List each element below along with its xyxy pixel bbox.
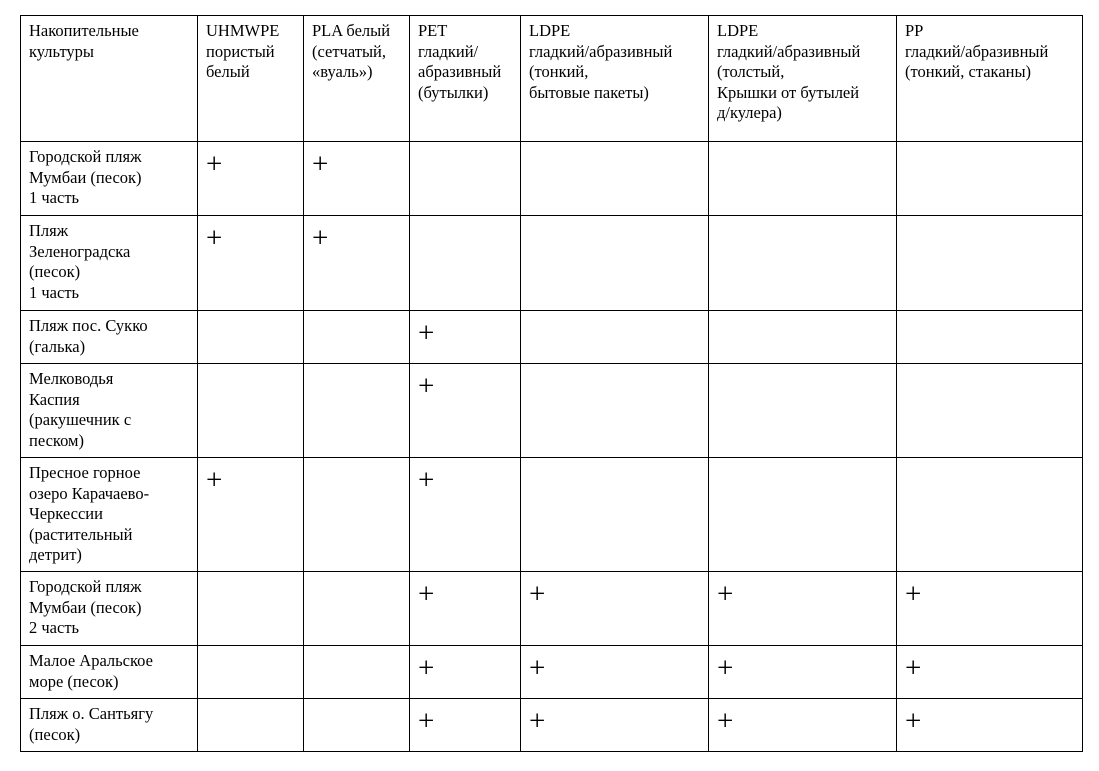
table-row: [21, 699, 1083, 752]
mark-cell: +: [410, 572, 521, 646]
enrichment-cultures-table: [20, 15, 1083, 752]
mark-cell: [198, 572, 304, 646]
mark-cell: [709, 311, 897, 364]
mark-cell: [521, 216, 709, 311]
header-cell-ldpe-thick: LDPE гладкий/абразивный (толстый, Крышки от бутылей д/кулера): [709, 16, 897, 142]
mark-cell: +: [198, 216, 304, 311]
header-cell-pp: PP гладкий/абразивный (тонкий, стаканы): [897, 16, 1083, 142]
mark-cell: [304, 646, 410, 699]
mark-cell: [521, 142, 709, 216]
mark-cell: +: [897, 646, 1083, 699]
mark-cell: +: [410, 364, 521, 458]
row-label: Малое Аральское море (песок): [21, 646, 198, 699]
mark-cell: [304, 364, 410, 458]
mark-cell: [410, 142, 521, 216]
mark-cell: [304, 458, 410, 572]
mark-cell: [897, 216, 1083, 311]
row-label: Мелководья Каспия (ракушечник с песком): [21, 364, 198, 458]
mark-cell: +: [198, 458, 304, 572]
mark-cell: +: [521, 572, 709, 646]
mark-cell: +: [410, 458, 521, 572]
header-cell-pla: PLA белый (сетчатый, «вуаль»): [304, 16, 410, 142]
table-row: [21, 458, 1083, 572]
row-label: Пляж пос. Сукко (галька): [21, 311, 198, 364]
mark-cell: +: [521, 699, 709, 752]
row-label: Пляж Зеленоградска (песок) 1 часть: [21, 216, 198, 311]
header-cell-uhmwpe: UHMWPE пористый белый: [198, 16, 304, 142]
header-cell-ldpe-thin: LDPE гладкий/абразивный (тонкий, бытовые пакеты): [521, 16, 709, 142]
header-cell-pet: PET гладкий/ абразивный (бутылки): [410, 16, 521, 142]
table-row: [21, 311, 1083, 364]
mark-cell: [709, 216, 897, 311]
mark-cell: [897, 458, 1083, 572]
table-row: [21, 142, 1083, 216]
mark-cell: [897, 311, 1083, 364]
table-row: [21, 216, 1083, 311]
mark-cell: +: [304, 142, 410, 216]
mark-cell: +: [709, 572, 897, 646]
mark-cell: +: [521, 646, 709, 699]
mark-cell: [198, 699, 304, 752]
mark-cell: +: [410, 699, 521, 752]
mark-cell: +: [410, 311, 521, 364]
mark-cell: [304, 311, 410, 364]
mark-cell: +: [198, 142, 304, 216]
mark-cell: [709, 142, 897, 216]
row-label: Городской пляж Мумбаи (песок) 2 часть: [21, 572, 198, 646]
mark-cell: [198, 646, 304, 699]
mark-cell: +: [897, 572, 1083, 646]
row-label: Пресное горное озеро Карачаево- Черкессии (растительный детрит): [21, 458, 198, 572]
mark-cell: [198, 311, 304, 364]
row-label: Городской пляж Мумбаи (песок) 1 часть: [21, 142, 198, 216]
mark-cell: [304, 699, 410, 752]
mark-cell: [897, 142, 1083, 216]
mark-cell: +: [897, 699, 1083, 752]
mark-cell: [521, 458, 709, 572]
mark-cell: [521, 311, 709, 364]
table-row: [21, 646, 1083, 699]
mark-cell: [709, 364, 897, 458]
header-row: [21, 16, 1083, 142]
table-row: [21, 364, 1083, 458]
mark-cell: [304, 572, 410, 646]
mark-cell: +: [709, 646, 897, 699]
mark-cell: [198, 364, 304, 458]
mark-cell: [897, 364, 1083, 458]
mark-cell: +: [410, 646, 521, 699]
mark-cell: +: [304, 216, 410, 311]
mark-cell: [521, 364, 709, 458]
mark-cell: [410, 216, 521, 311]
header-cell-cultures: Накопительные культуры: [21, 16, 198, 142]
table-row: [21, 572, 1083, 646]
mark-cell: +: [709, 699, 897, 752]
row-label: Пляж о. Сантьягу (песок): [21, 699, 198, 752]
mark-cell: [709, 458, 897, 572]
